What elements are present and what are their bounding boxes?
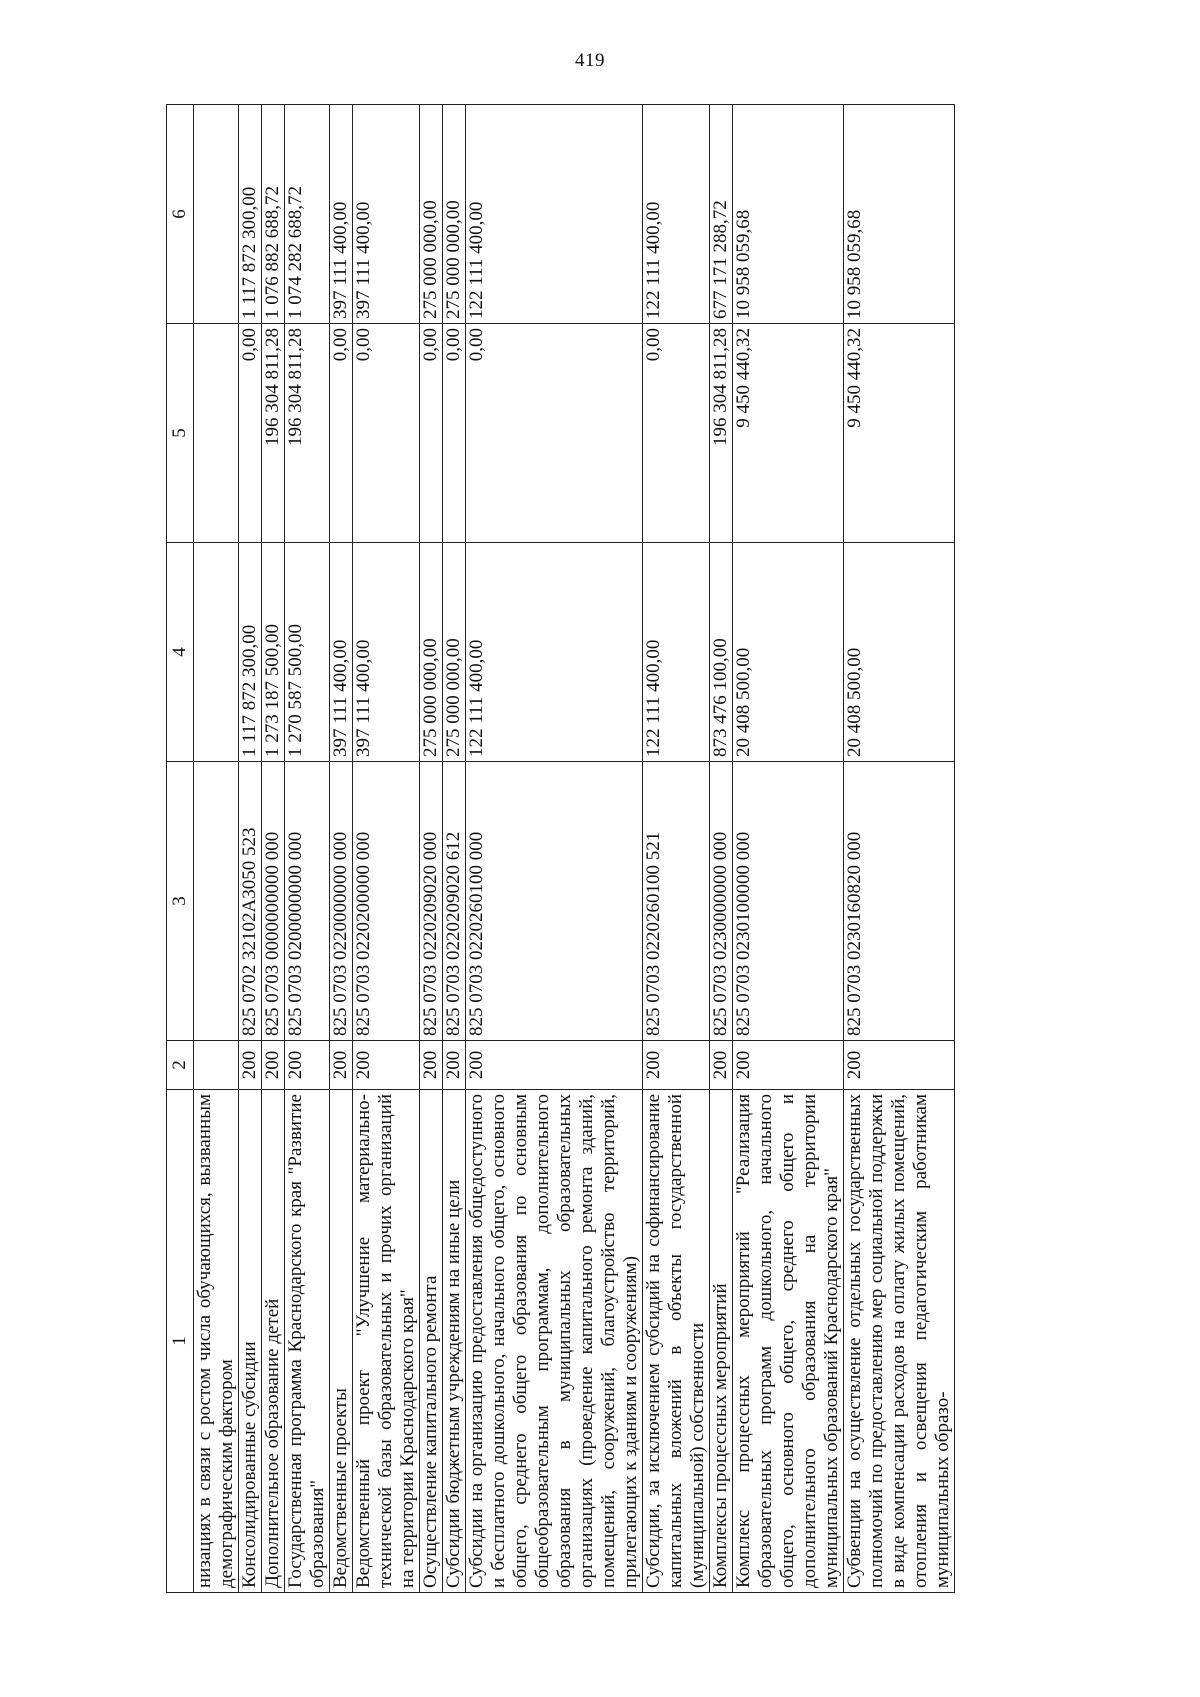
row-name: Комплекс процессных мероприятий "Реализация образовательных программ дошкольного, начального общего, основного общего, среднего общего и дополнительного образования на территории муниципальных образований Краснодарского края" [733,1090,844,1593]
row-name: Ведомственный проект "Улучшение материально-технической базы образовательных и прочих организаций на территории Краснодарского края" [353,1090,420,1593]
row-name: Комплексы процессных мероприятий [710,1090,733,1593]
row-code: 200 [443,1041,466,1090]
row-col4-amount [194,543,239,762]
row-code: 200 [733,1041,844,1090]
row-code: 200 [262,1041,285,1090]
row-name: Субсидии на организацию предоставления общедоступного и бесплатного дошкольного, начального общего, основного общего, среднего общего образования по основным общеобразовательным программам, дополнительного образования в муниципальных образовательных организациях (проведение капитального ремонта зданий, помещений, сооружений, благоустройство территорий, прилегающих к зданиям и сооружениям) [466,1090,643,1593]
row-name: Ведомственные проекты [330,1090,353,1593]
row-col5-amount: 0,00 [420,324,443,543]
table-body [194,105,955,1593]
row-col6-amount: 397 111 400,00 [353,105,420,324]
row-classification: 825 0703 0220209020 612 [443,762,466,1041]
row-col4-amount: 275 000 000,00 [420,543,443,762]
row-col6-amount: 275 000 000,00 [443,105,466,324]
row-name: низациях в связи с ростом числа обучающихся, вызванным демографическим фактором [194,1090,239,1593]
row-col5-amount: 0,00 [239,324,262,543]
page-number: 419 [575,50,605,71]
table-row [420,105,443,1593]
row-col4-amount: 1 273 187 500,00 [262,543,285,762]
row-classification [194,762,239,1041]
table-row [466,105,643,1593]
row-col5-amount: 9 450 440,32 [733,324,844,543]
table-row [443,105,466,1593]
row-col4-amount: 122 111 400,00 [466,543,643,762]
row-col6-amount: 1 076 882 688,72 [262,105,285,324]
row-code [194,1041,239,1090]
header-col-1: 1 [167,1090,194,1593]
row-col4-amount: 20 408 500,00 [844,543,955,762]
row-col4-amount: 275 000 000,00 [443,543,466,762]
row-col4-amount: 1 117 872 300,00 [239,543,262,762]
table-row [285,105,330,1593]
row-name: Субсидии бюджетным учреждениям на иные цели [443,1090,466,1593]
row-classification: 825 0703 0000000000 000 [262,762,285,1041]
header-col-2: 2 [167,1041,194,1090]
row-col6-amount: 677 171 288,72 [710,105,733,324]
row-col4-amount: 1 270 587 500,00 [285,543,330,762]
row-col6-amount: 122 111 400,00 [466,105,643,324]
row-code: 200 [643,1041,710,1090]
row-classification: 825 0703 0220000000 000 [330,762,353,1041]
row-col4-amount: 397 111 400,00 [330,543,353,762]
row-col6-amount: 1 074 282 688,72 [285,105,330,324]
header-row [167,105,194,1593]
row-col5-amount: 0,00 [443,324,466,543]
table-row [262,105,285,1593]
header-col-6: 6 [167,105,194,324]
table-row [353,105,420,1593]
row-name: Субвенции на осуществление отдельных государственных полномочий по предоставлению мер социальной поддержки в виде компенсации расходов на оплату жилых помещений, отопления и освещения педагогическим работникам муниципальных образо- [844,1090,955,1593]
row-classification: 825 0703 0230160820 000 [844,762,955,1041]
row-classification: 825 0703 0230000000 000 [710,762,733,1041]
row-col5-amount: 196 304 811,28 [262,324,285,543]
row-code: 200 [844,1041,955,1090]
table-row [239,105,262,1593]
row-col5-amount: 196 304 811,28 [710,324,733,543]
budget-table [166,104,955,1593]
table-row [643,105,710,1593]
table-row [733,105,844,1593]
header-col-3: 3 [167,762,194,1041]
row-code: 200 [420,1041,443,1090]
rotated-table-container [166,111,1071,1593]
table-row [194,105,239,1593]
row-name: Консолидированные субсидии [239,1090,262,1593]
row-col6-amount: 122 111 400,00 [643,105,710,324]
row-code: 200 [466,1041,643,1090]
table-row [330,105,353,1593]
row-col6-amount: 10 958 059,68 [733,105,844,324]
row-classification: 825 0703 0220200000 000 [353,762,420,1041]
row-col5-amount: 196 304 811,28 [285,324,330,543]
row-col5-amount: 0,00 [353,324,420,543]
row-classification: 825 0703 0230100000 000 [733,762,844,1041]
row-col6-amount: 10 958 059,68 [844,105,955,324]
row-col5-amount: 0,00 [330,324,353,543]
row-code: 200 [710,1041,733,1090]
row-name: Дополнительное образование детей [262,1090,285,1593]
row-col4-amount: 122 111 400,00 [643,543,710,762]
row-col5-amount: 0,00 [643,324,710,543]
row-col5-amount [194,324,239,543]
row-code: 200 [285,1041,330,1090]
row-code: 200 [239,1041,262,1090]
row-col5-amount: 9 450 440,32 [844,324,955,543]
row-classification: 825 0703 0220260100 000 [466,762,643,1041]
row-classification: 825 0702 32102А3050 523 [239,762,262,1041]
header-col-5: 5 [167,324,194,543]
header-col-4: 4 [167,543,194,762]
row-col4-amount: 20 408 500,00 [733,543,844,762]
table-row [710,105,733,1593]
row-classification: 825 0703 0220209020 000 [420,762,443,1041]
row-col6-amount: 397 111 400,00 [330,105,353,324]
row-col5-amount: 0,00 [466,324,643,543]
row-col6-amount: 1 117 872 300,00 [239,105,262,324]
row-col6-amount: 275 000 000,00 [420,105,443,324]
row-name: Осуществление капитального ремонта [420,1090,443,1593]
row-col4-amount: 397 111 400,00 [353,543,420,762]
row-classification: 825 0703 0200000000 000 [285,762,330,1041]
row-classification: 825 0703 0220260100 521 [643,762,710,1041]
row-code: 200 [353,1041,420,1090]
row-col4-amount: 873 476 100,00 [710,543,733,762]
row-name: Государственная программа Краснодарского края "Развитие образования" [285,1090,330,1593]
table-row [844,105,955,1593]
row-code: 200 [330,1041,353,1090]
row-name: Субсидии, за исключением субсидий на софинансирование капитальных вложений в объекты государственной (муниципальной) собственности [643,1090,710,1593]
row-col6-amount [194,105,239,324]
